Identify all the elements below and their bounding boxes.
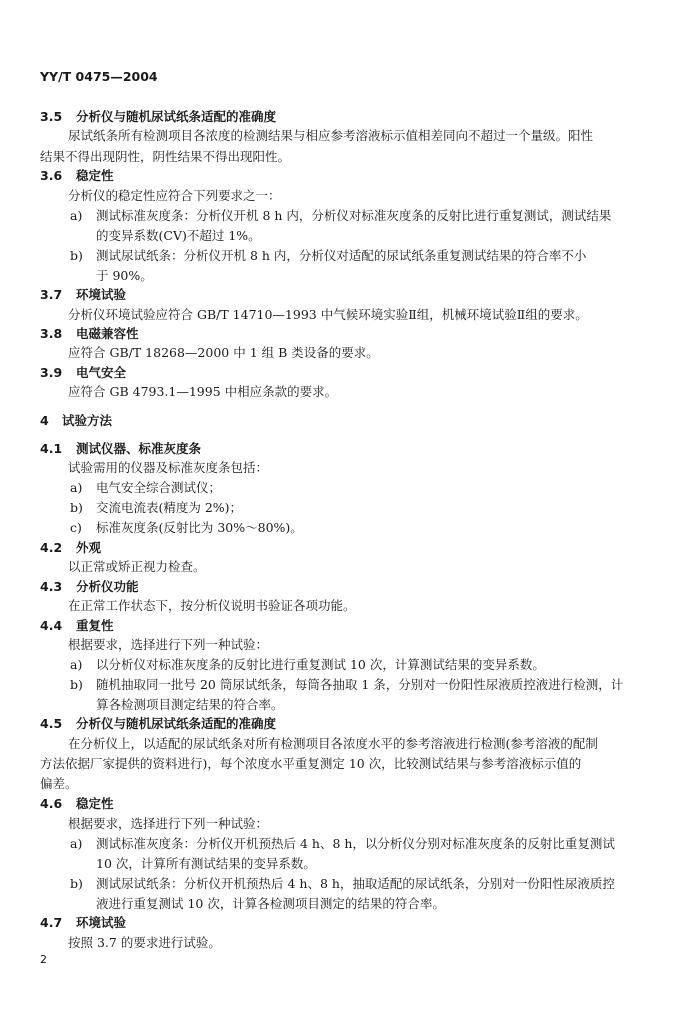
section-title: 电气安全 [76,365,127,380]
chapter-title: 试验方法 [62,413,113,428]
list-item-line: 液进行重复测试 10 次，计算各检测项目测定的结果的符合率。 [96,896,445,911]
section-number: 3.9 [40,365,63,380]
paragraph-line: 尿试纸条所有检测项目各浓度的检测结果与相应参考溶液标示值相差同向不超过一个量级。阳性 [68,128,594,143]
paragraph-line: 根据要求，选择进行下列一种试验： [68,637,269,652]
section-number: 4.1 [40,441,63,456]
list-marker: a) [70,208,83,223]
list-item-line: 测试标准灰度条：分析仪开机预热后 4 h、8 h，以分析仪分别对标准灰度条的反射比重复测试 [96,836,615,851]
section-title: 分析仪功能 [76,579,139,594]
section-title: 测试仪器、标准灰度条 [76,441,202,456]
list-marker: b) [70,677,83,692]
section-title: 分析仪与随机尿试纸条适配的准确度 [76,716,277,731]
list-item-line: 测试尿试纸条：分析仪开机 8 h 内，分析仪对适配的尿试纸条重复测试结果的符合率不小 [96,248,587,263]
section-title: 外观 [76,540,102,555]
section-number: 3.8 [40,326,63,341]
paragraph-line: 分析仪的稳定性应符合下列要求之一： [68,188,281,203]
paragraph-line: 方法依据厂家提供的资料进行)，每个浓度水平重复测定 10 次，比较测试结果与参考溶液标示值的 [40,756,582,771]
section-number: 4.4 [40,618,63,633]
section-number: 3.7 [40,287,63,302]
section-number: 4.7 [40,915,63,930]
paragraph-line: 试验需用的仪器及标准灰度条包括： [68,460,269,475]
paragraph-line: 以正常或矫正视力检查。 [68,559,206,574]
list-item-line: 10 次，计算所有测试结果的变异系数。 [96,856,316,871]
paragraph-line: 按照 3.7 的要求进行试验。 [68,935,221,950]
paragraph-line: 根据要求，选择进行下列一种试验： [68,816,269,831]
list-marker: c) [70,520,82,535]
list-marker: a) [70,836,83,851]
section-title: 电磁兼容性 [76,326,139,341]
section-number: 4.3 [40,579,63,594]
paragraph-line: 偏差。 [40,776,78,791]
section-number: 3.6 [40,168,63,183]
list-marker: a) [70,657,83,672]
standard-code: YY/T 0475—2004 [40,69,158,84]
list-item-line: 测试尿试纸条：分析仪开机预热后 4 h、8 h，抽取适配的尿试纸条，分别对一份阳性尿液质控 [96,876,615,891]
chapter-number: 4 [40,413,49,428]
paragraph-line: 分析仪环境试验应符合 GB/T 14710—1993 中气候环境实验Ⅱ组，机械环境试验Ⅱ组的要求。 [68,307,588,322]
section-number: 4.5 [40,716,63,731]
section-title: 分析仪与随机尿试纸条适配的准确度 [76,109,277,124]
list-marker: b) [70,876,83,891]
list-marker: b) [70,248,83,263]
list-item-line: 标准灰度条(反射比为 30%～80%)。 [96,520,303,535]
list-item-line: 于 90%。 [96,268,153,283]
list-item-line: 测试标准灰度条：分析仪开机 8 h 内，分析仪对标准灰度条的反射比进行重复测试，测试结果 [96,208,612,223]
section-title: 重复性 [76,618,114,633]
section-title: 环境试验 [76,915,127,930]
list-item-line: 算各检测项目测定结果的符合率。 [96,697,284,712]
section-title: 环境试验 [76,287,127,302]
section-number: 3.5 [40,109,63,124]
list-item-line: 的变异系数(CV)不超过 1%。 [96,228,261,243]
paragraph-line: 应符合 GB 4793.1—1995 中相应条款的要求。 [68,384,338,399]
list-marker: a) [70,480,83,495]
section-title: 稳定性 [76,168,114,183]
list-item-line: 随机抽取同一批号 20 筒尿试纸条，每筒各抽取 1 条，分别对一份阳性尿液质控液进行检测，计 [96,677,624,692]
paragraph-line: 结果不得出现阴性，阴性结果不得出现阳性。 [40,149,291,164]
paragraph-line: 在正常工作状态下，按分析仪说明书验证各项功能。 [68,598,356,613]
paragraph-line: 应符合 GB/T 18268—2000 中 1 组 B 类设备的要求。 [68,345,379,360]
paragraph-line: 在分析仪上，以适配的尿试纸条对所有检测项目各浓度水平的参考溶液进行检测(参考溶液的配制 [68,736,598,751]
section-title: 稳定性 [76,796,114,811]
section-number: 4.2 [40,540,63,555]
list-item-line: 电气安全综合测试仪； [96,480,222,495]
page-number: 2 [40,953,47,966]
list-item-line: 以分析仪对标准灰度条的反射比进行重复测试 10 次，计算测试结果的变异系数。 [96,657,545,672]
section-number: 4.6 [40,796,63,811]
list-marker: b) [70,500,83,515]
list-item-line: 交流电流表(精度为 2%)； [96,500,243,515]
